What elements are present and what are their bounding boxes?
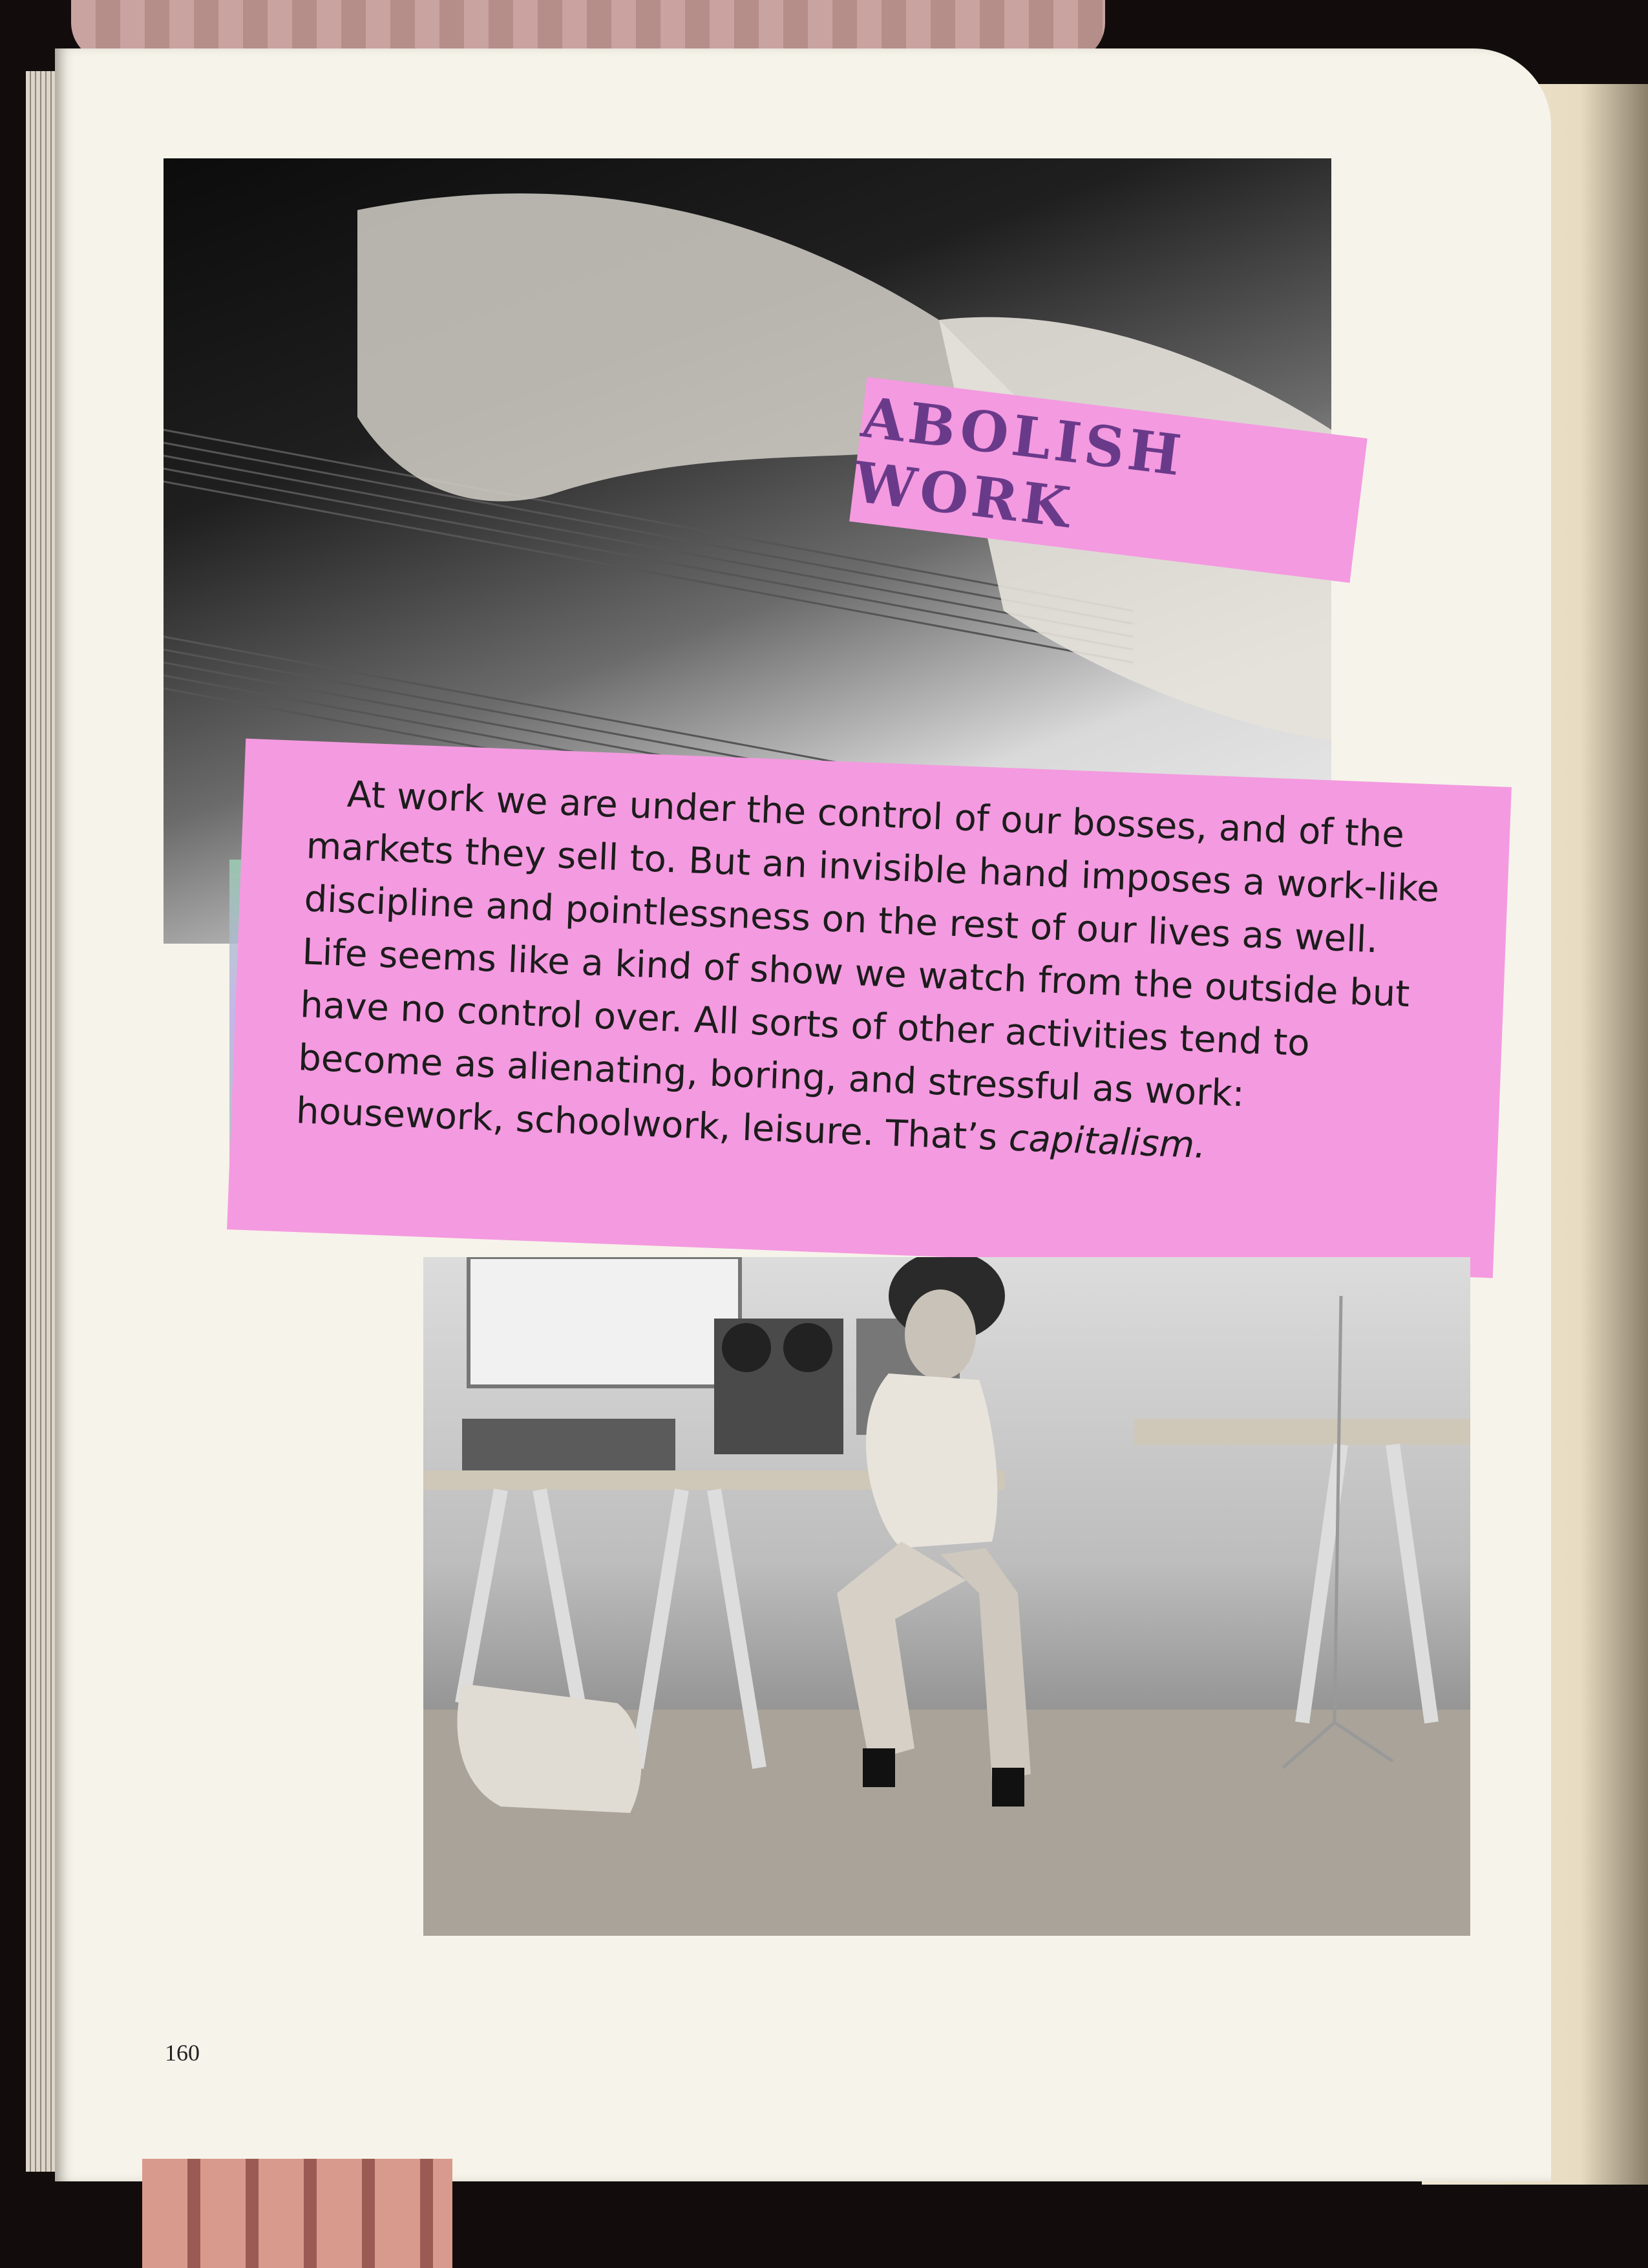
body-text-italic: capitalism.: [1008, 1117, 1207, 1167]
photo-woman-in-studio: [423, 1257, 1470, 1936]
body-paragraph: [295, 767, 1459, 1182]
title-note-text: ABOLISH WORK: [850, 384, 1188, 541]
fabric-bottom: [142, 2159, 452, 2268]
page-number: 160: [165, 2040, 200, 2066]
studio-illustration: [423, 1257, 1470, 1936]
body-sticky-note: [227, 739, 1512, 1278]
body-text: At work we are under the control of our bosses, and of the markets they sell to. But an invisible hand imposes a work-like discipline and pointlessness on the rest of our lives as well. Life seems like a kind of show we watch from the outside but have no control over. All sorts of other activities tend to become as alienating, boring, and stressful as work: housework, schoolwork, leisure. That’s: [295, 773, 1441, 1160]
